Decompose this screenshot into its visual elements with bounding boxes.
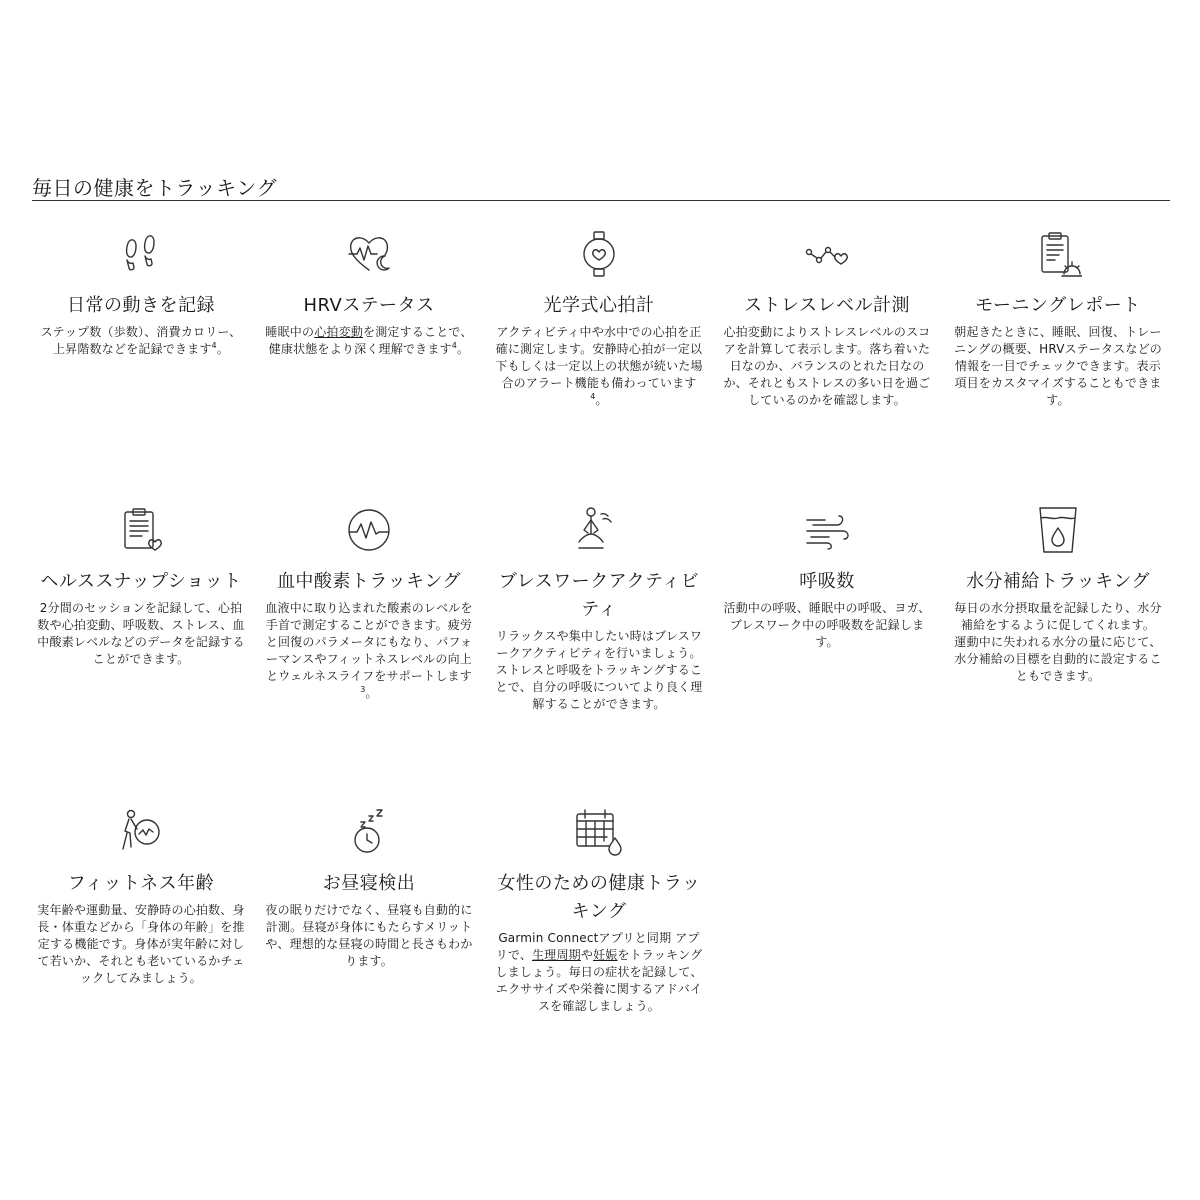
feature-hrv-status — [264, 230, 474, 358]
feature-description — [953, 324, 1163, 409]
feature-description — [722, 600, 932, 651]
meditation-icon — [575, 506, 623, 554]
wind-icon — [803, 506, 851, 554]
description-text: 。 — [595, 393, 608, 407]
description-text: や — [580, 948, 594, 962]
footsteps-icon — [117, 230, 165, 278]
feature-description — [264, 902, 474, 970]
feature-morning-report — [953, 230, 1163, 409]
feature-description — [494, 930, 704, 1015]
heart-moon-icon — [345, 230, 393, 278]
description-text: ステップ数（歩数）、消費カロリー、上昇階数などを記録できます — [40, 325, 242, 356]
feature-title: 水分補給トラッキング — [965, 571, 1151, 592]
clipboard-heart-icon — [117, 506, 165, 554]
description-text: アクティビティ中や水中での心拍を正確に測定します。安静時心拍が一定以下もしくは一定以上の状態が続いた場合のアラート機能も備わっています — [495, 325, 703, 390]
description-text: をトラッキングしましょう。毎日の症状を記録して、エクササイズや栄養に関するアドバイスを確認しましょう。 — [495, 948, 703, 1013]
footnote-ref: 4 — [590, 392, 596, 401]
section-title: 毎日の健康をトラッキング — [32, 176, 277, 200]
feature-description — [36, 324, 246, 358]
feature-respiration — [722, 506, 932, 651]
feature-stress-level — [722, 230, 932, 409]
feature-fitness-age — [36, 808, 246, 987]
feature-title: モーニングレポート — [975, 295, 1141, 316]
feature-title: 女性のための健康トラッキング — [497, 873, 701, 922]
water-glass-icon — [1034, 506, 1082, 554]
section-divider — [32, 200, 1170, 201]
feature-title: ストレスレベル計測 — [744, 295, 910, 316]
description-text: 血液中に取り込まれた酸素のレベルを手首で測定することができます。疲労と回復のパラメータにもなり、パフォーマンスやフィットネスレベルの向上とウェルネスライフをサポートします — [265, 601, 473, 683]
feature-description — [36, 902, 246, 987]
description-text: を測定することで、健康状態をより深く理解できます — [268, 325, 473, 356]
underlined-term: 妊娠 — [593, 948, 618, 962]
underlined-term: 生理周期 — [532, 948, 581, 962]
description-text: 実年齢や運動量、安静時の心拍数、身長・体重などから「身体の年齢」を推定する機能です。身体が実年齢に対して若いか、それとも老いているかチェックしてみましょう。 — [37, 903, 245, 985]
feature-breathwork — [494, 506, 704, 713]
feature-title: 血中酸素トラッキング — [276, 571, 462, 592]
description-text: 活動中の呼吸、睡眠中の呼吸、ヨガ、ブレスワーク中の呼吸数を記録します。 — [723, 601, 931, 649]
feature-description — [264, 324, 474, 358]
description-text: 朝起きたときに、睡眠、回復、トレーニングの概要、HRVステータスなどの情報を一目でチェックできます。表示項目をカスタマイズすることもできます。 — [953, 325, 1163, 407]
description-text: 2分間のセッションを記録して、心拍数や心拍変動、呼吸数、ストレス、血中酸素レベルなどのデータを記録することができます。 — [37, 601, 245, 666]
calendar-drop-icon — [575, 808, 623, 856]
feature-title: HRVステータス — [303, 295, 435, 316]
description-text: 。 — [365, 686, 378, 700]
feature-hydration — [953, 506, 1163, 685]
pulse-ox-icon — [345, 506, 393, 554]
feature-title: ヘルススナップショット — [40, 571, 242, 592]
footnote-ref: 4 — [211, 341, 217, 350]
footnote-ref: 4 — [451, 341, 458, 350]
description-text: Garmin Connectアプリと同期 アプリで、 — [495, 931, 700, 962]
clipboard-sunrise-icon — [1034, 230, 1082, 278]
description-text: 。 — [457, 342, 470, 356]
watch-heart-icon — [575, 230, 623, 278]
stress-chain-icon — [803, 230, 851, 278]
feature-title: 呼吸数 — [799, 571, 855, 592]
feature-nap-detection — [264, 808, 474, 970]
feature-pulse-ox — [264, 506, 474, 702]
feature-optical-hr — [494, 230, 704, 409]
feature-description — [722, 324, 932, 409]
feature-description — [494, 628, 704, 713]
feature-health-snapshot — [36, 506, 246, 668]
footnote-ref: 3 — [360, 685, 366, 694]
underlined-term: 心拍変動 — [314, 325, 364, 339]
description-text: 。 — [216, 342, 230, 356]
feature-description — [36, 600, 246, 668]
description-text: 睡眠中の — [265, 325, 315, 339]
feature-title: ブレスワークアクティビティ — [498, 571, 700, 620]
feature-title: お昼寝検出 — [322, 873, 416, 894]
feature-description — [264, 600, 474, 702]
feature-title: 光学式心拍計 — [543, 295, 655, 316]
feature-title: フィットネス年齢 — [67, 873, 215, 894]
description-text: 毎日の水分摂取量を記録したり、水分補給をするように促してくれます。 運動中に失われる水分の量に応じて、水分補給の目標を自動的に設定することもできます。 — [954, 601, 1162, 683]
feature-description — [494, 324, 704, 409]
feature-description — [953, 600, 1163, 685]
runner-gauge-icon — [117, 808, 165, 856]
nap-clock-icon — [345, 808, 393, 856]
description-text: 夜の眠りだけでなく、昼寝も自動的に計測。昼寝が身体にもたらすメリットや、理想的な昼寝の時間と長さもわかります。 — [265, 903, 473, 968]
feature-title: 日常の動きを記録 — [67, 295, 215, 316]
feature-daily-activity — [36, 230, 246, 358]
description-text: 心拍変動によりストレスレベルのスコアを計算して表示します。落ち着いた日なのか、バランスのとれた日なのか、それともストレスの多い日を過ごしているのかを確認します。 — [723, 325, 931, 407]
description-text: リラックスや集中したい時はブレスワークアクティビティを行いましょう。ストレスと呼吸をトラッキングすることで、自分の呼吸についてより良く理解することができます。 — [495, 629, 703, 711]
feature-womens-health — [494, 808, 704, 1015]
